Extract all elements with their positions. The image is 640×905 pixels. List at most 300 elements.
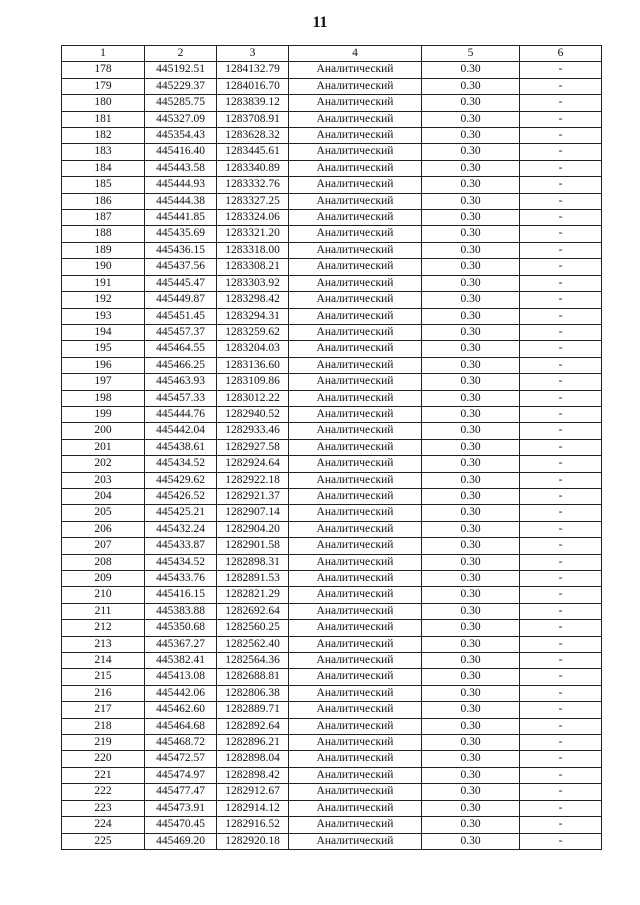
note-cell: - xyxy=(520,800,602,816)
error-cell: 0.30 xyxy=(422,554,520,570)
point-number-cell: 201 xyxy=(62,439,145,455)
table-row xyxy=(62,210,602,226)
y-coordinate-cell: 1282921.37 xyxy=(217,488,289,504)
method-cell: Аналитический xyxy=(289,144,422,160)
point-number-cell: 202 xyxy=(62,456,145,472)
column-header: 1 xyxy=(62,46,145,62)
y-coordinate-cell: 1284016.70 xyxy=(217,78,289,94)
error-cell: 0.30 xyxy=(422,800,520,816)
error-cell: 0.30 xyxy=(422,210,520,226)
x-coordinate-cell: 445474.97 xyxy=(145,767,217,783)
note-cell: - xyxy=(520,357,602,373)
error-cell: 0.30 xyxy=(422,603,520,619)
point-number-cell: 223 xyxy=(62,800,145,816)
y-coordinate-cell: 1282924.64 xyxy=(217,456,289,472)
y-coordinate-cell: 1283839.12 xyxy=(217,95,289,111)
table-row xyxy=(62,554,602,570)
note-cell: - xyxy=(520,751,602,767)
note-cell: - xyxy=(520,111,602,127)
method-cell: Аналитический xyxy=(289,685,422,701)
table-row xyxy=(62,144,602,160)
method-cell: Аналитический xyxy=(289,193,422,209)
table-row xyxy=(62,620,602,636)
point-number-cell: 200 xyxy=(62,423,145,439)
error-cell: 0.30 xyxy=(422,735,520,751)
error-cell: 0.30 xyxy=(422,538,520,554)
x-coordinate-cell: 445416.40 xyxy=(145,144,217,160)
table-row xyxy=(62,357,602,373)
column-header: 5 xyxy=(422,46,520,62)
error-cell: 0.30 xyxy=(422,95,520,111)
x-coordinate-cell: 445444.76 xyxy=(145,406,217,422)
method-cell: Аналитический xyxy=(289,538,422,554)
error-cell: 0.30 xyxy=(422,702,520,718)
note-cell: - xyxy=(520,521,602,537)
error-cell: 0.30 xyxy=(422,111,520,127)
note-cell: - xyxy=(520,144,602,160)
x-coordinate-cell: 445350.68 xyxy=(145,620,217,636)
x-coordinate-cell: 445432.24 xyxy=(145,521,217,537)
note-cell: - xyxy=(520,308,602,324)
y-coordinate-cell: 1282916.52 xyxy=(217,817,289,833)
method-cell: Аналитический xyxy=(289,128,422,144)
note-cell: - xyxy=(520,620,602,636)
note-cell: - xyxy=(520,685,602,701)
method-cell: Аналитический xyxy=(289,406,422,422)
y-coordinate-cell: 1282940.52 xyxy=(217,406,289,422)
x-coordinate-cell: 445434.52 xyxy=(145,456,217,472)
method-cell: Аналитический xyxy=(289,160,422,176)
y-coordinate-cell: 1283324.06 xyxy=(217,210,289,226)
point-number-cell: 206 xyxy=(62,521,145,537)
error-cell: 0.30 xyxy=(422,685,520,701)
table-row xyxy=(62,226,602,242)
table-row xyxy=(62,587,602,603)
y-coordinate-cell: 1282912.67 xyxy=(217,784,289,800)
method-cell: Аналитический xyxy=(289,95,422,111)
y-coordinate-cell: 1283298.42 xyxy=(217,292,289,308)
x-coordinate-cell: 445433.87 xyxy=(145,538,217,554)
table-row xyxy=(62,406,602,422)
table-row xyxy=(62,78,602,94)
x-coordinate-cell: 445425.21 xyxy=(145,505,217,521)
x-coordinate-cell: 445416.15 xyxy=(145,587,217,603)
x-coordinate-cell: 445444.38 xyxy=(145,193,217,209)
y-coordinate-cell: 1282891.53 xyxy=(217,571,289,587)
point-number-cell: 220 xyxy=(62,751,145,767)
x-coordinate-cell: 445434.52 xyxy=(145,554,217,570)
x-coordinate-cell: 445436.15 xyxy=(145,242,217,258)
table-row xyxy=(62,817,602,833)
x-coordinate-cell: 445383.88 xyxy=(145,603,217,619)
x-coordinate-cell: 445229.37 xyxy=(145,78,217,94)
y-coordinate-cell: 1282896.21 xyxy=(217,735,289,751)
method-cell: Аналитический xyxy=(289,554,422,570)
table-row xyxy=(62,95,602,111)
x-coordinate-cell: 445451.45 xyxy=(145,308,217,324)
x-coordinate-cell: 445445.47 xyxy=(145,275,217,291)
y-coordinate-cell: 1282920.18 xyxy=(217,833,289,849)
error-cell: 0.30 xyxy=(422,259,520,275)
table-row xyxy=(62,521,602,537)
x-coordinate-cell: 445413.08 xyxy=(145,669,217,685)
method-cell: Аналитический xyxy=(289,308,422,324)
point-number-cell: 214 xyxy=(62,653,145,669)
point-number-cell: 204 xyxy=(62,488,145,504)
point-number-cell: 195 xyxy=(62,341,145,357)
y-coordinate-cell: 1282898.31 xyxy=(217,554,289,570)
point-number-cell: 196 xyxy=(62,357,145,373)
error-cell: 0.30 xyxy=(422,669,520,685)
table-row xyxy=(62,423,602,439)
method-cell: Аналитический xyxy=(289,669,422,685)
y-coordinate-cell: 1283332.76 xyxy=(217,177,289,193)
note-cell: - xyxy=(520,587,602,603)
note-cell: - xyxy=(520,603,602,619)
x-coordinate-cell: 445442.04 xyxy=(145,423,217,439)
method-cell: Аналитический xyxy=(289,751,422,767)
point-number-cell: 179 xyxy=(62,78,145,94)
note-cell: - xyxy=(520,242,602,258)
error-cell: 0.30 xyxy=(422,439,520,455)
x-coordinate-cell: 445470.45 xyxy=(145,817,217,833)
note-cell: - xyxy=(520,324,602,340)
point-number-cell: 192 xyxy=(62,292,145,308)
method-cell: Аналитический xyxy=(289,259,422,275)
method-cell: Аналитический xyxy=(289,177,422,193)
error-cell: 0.30 xyxy=(422,521,520,537)
note-cell: - xyxy=(520,636,602,652)
table-row xyxy=(62,324,602,340)
coordinates-table xyxy=(61,45,602,850)
point-number-cell: 221 xyxy=(62,767,145,783)
table-row xyxy=(62,193,602,209)
method-cell: Аналитический xyxy=(289,78,422,94)
note-cell: - xyxy=(520,833,602,849)
note-cell: - xyxy=(520,177,602,193)
method-cell: Аналитический xyxy=(289,784,422,800)
method-cell: Аналитический xyxy=(289,636,422,652)
table-row xyxy=(62,505,602,521)
x-coordinate-cell: 445382.41 xyxy=(145,653,217,669)
error-cell: 0.30 xyxy=(422,751,520,767)
method-cell: Аналитический xyxy=(289,292,422,308)
point-number-cell: 191 xyxy=(62,275,145,291)
table-row xyxy=(62,653,602,669)
error-cell: 0.30 xyxy=(422,423,520,439)
method-cell: Аналитический xyxy=(289,62,422,78)
x-coordinate-cell: 445472.57 xyxy=(145,751,217,767)
table-row xyxy=(62,603,602,619)
note-cell: - xyxy=(520,472,602,488)
error-cell: 0.30 xyxy=(422,620,520,636)
point-number-cell: 178 xyxy=(62,62,145,78)
note-cell: - xyxy=(520,702,602,718)
method-cell: Аналитический xyxy=(289,456,422,472)
point-number-cell: 225 xyxy=(62,833,145,849)
table-row xyxy=(62,111,602,127)
note-cell: - xyxy=(520,275,602,291)
point-number-cell: 205 xyxy=(62,505,145,521)
y-coordinate-cell: 1283308.21 xyxy=(217,259,289,275)
y-coordinate-cell: 1283294.31 xyxy=(217,308,289,324)
error-cell: 0.30 xyxy=(422,571,520,587)
note-cell: - xyxy=(520,735,602,751)
y-coordinate-cell: 1284132.79 xyxy=(217,62,289,78)
method-cell: Аналитический xyxy=(289,521,422,537)
table-row xyxy=(62,292,602,308)
y-coordinate-cell: 1283012.22 xyxy=(217,390,289,406)
y-coordinate-cell: 1283136.60 xyxy=(217,357,289,373)
table-row xyxy=(62,702,602,718)
table-row xyxy=(62,571,602,587)
table-row xyxy=(62,259,602,275)
point-number-cell: 187 xyxy=(62,210,145,226)
error-cell: 0.30 xyxy=(422,242,520,258)
note-cell: - xyxy=(520,571,602,587)
error-cell: 0.30 xyxy=(422,718,520,734)
x-coordinate-cell: 445426.52 xyxy=(145,488,217,504)
table-row xyxy=(62,718,602,734)
method-cell: Аналитический xyxy=(289,341,422,357)
table-row xyxy=(62,128,602,144)
error-cell: 0.30 xyxy=(422,292,520,308)
table-row xyxy=(62,669,602,685)
method-cell: Аналитический xyxy=(289,620,422,636)
table-row xyxy=(62,62,602,78)
error-cell: 0.30 xyxy=(422,406,520,422)
note-cell: - xyxy=(520,62,602,78)
table-header-row xyxy=(62,46,602,62)
point-number-cell: 197 xyxy=(62,374,145,390)
error-cell: 0.30 xyxy=(422,62,520,78)
table-row xyxy=(62,308,602,324)
point-number-cell: 217 xyxy=(62,702,145,718)
note-cell: - xyxy=(520,160,602,176)
x-coordinate-cell: 445438.61 xyxy=(145,439,217,455)
x-coordinate-cell: 445441.85 xyxy=(145,210,217,226)
method-cell: Аналитический xyxy=(289,488,422,504)
note-cell: - xyxy=(520,505,602,521)
x-coordinate-cell: 445457.33 xyxy=(145,390,217,406)
x-coordinate-cell: 445477.47 xyxy=(145,784,217,800)
note-cell: - xyxy=(520,456,602,472)
method-cell: Аналитический xyxy=(289,111,422,127)
note-cell: - xyxy=(520,292,602,308)
y-coordinate-cell: 1282898.04 xyxy=(217,751,289,767)
error-cell: 0.30 xyxy=(422,78,520,94)
y-coordinate-cell: 1282927.58 xyxy=(217,439,289,455)
note-cell: - xyxy=(520,767,602,783)
table-row xyxy=(62,735,602,751)
y-coordinate-cell: 1282688.81 xyxy=(217,669,289,685)
error-cell: 0.30 xyxy=(422,160,520,176)
error-cell: 0.30 xyxy=(422,817,520,833)
y-coordinate-cell: 1283259.62 xyxy=(217,324,289,340)
page-number: 11 xyxy=(312,14,328,31)
note-cell: - xyxy=(520,226,602,242)
note-cell: - xyxy=(520,669,602,685)
error-cell: 0.30 xyxy=(422,308,520,324)
table-body xyxy=(62,62,602,850)
x-coordinate-cell: 445327.09 xyxy=(145,111,217,127)
point-number-cell: 212 xyxy=(62,620,145,636)
point-number-cell: 207 xyxy=(62,538,145,554)
table-row xyxy=(62,177,602,193)
error-cell: 0.30 xyxy=(422,472,520,488)
point-number-cell: 224 xyxy=(62,817,145,833)
column-header: 3 xyxy=(217,46,289,62)
x-coordinate-cell: 445192.51 xyxy=(145,62,217,78)
note-cell: - xyxy=(520,554,602,570)
x-coordinate-cell: 445285.75 xyxy=(145,95,217,111)
y-coordinate-cell: 1283303.92 xyxy=(217,275,289,291)
note-cell: - xyxy=(520,488,602,504)
x-coordinate-cell: 445457.37 xyxy=(145,324,217,340)
point-number-cell: 208 xyxy=(62,554,145,570)
point-number-cell: 218 xyxy=(62,718,145,734)
y-coordinate-cell: 1283318.00 xyxy=(217,242,289,258)
table-row xyxy=(62,800,602,816)
point-number-cell: 181 xyxy=(62,111,145,127)
y-coordinate-cell: 1282907.14 xyxy=(217,505,289,521)
method-cell: Аналитический xyxy=(289,653,422,669)
y-coordinate-cell: 1282901.58 xyxy=(217,538,289,554)
x-coordinate-cell: 445437.56 xyxy=(145,259,217,275)
table-row xyxy=(62,242,602,258)
error-cell: 0.30 xyxy=(422,374,520,390)
y-coordinate-cell: 1282933.46 xyxy=(217,423,289,439)
error-cell: 0.30 xyxy=(422,341,520,357)
note-cell: - xyxy=(520,374,602,390)
point-number-cell: 189 xyxy=(62,242,145,258)
x-coordinate-cell: 445433.76 xyxy=(145,571,217,587)
table-row xyxy=(62,685,602,701)
y-coordinate-cell: 1282914.12 xyxy=(217,800,289,816)
method-cell: Аналитический xyxy=(289,242,422,258)
error-cell: 0.30 xyxy=(422,505,520,521)
error-cell: 0.30 xyxy=(422,636,520,652)
x-coordinate-cell: 445463.93 xyxy=(145,374,217,390)
point-number-cell: 222 xyxy=(62,784,145,800)
method-cell: Аналитический xyxy=(289,800,422,816)
error-cell: 0.30 xyxy=(422,226,520,242)
table-row xyxy=(62,767,602,783)
x-coordinate-cell: 445443.58 xyxy=(145,160,217,176)
note-cell: - xyxy=(520,259,602,275)
error-cell: 0.30 xyxy=(422,390,520,406)
point-number-cell: 188 xyxy=(62,226,145,242)
table-row xyxy=(62,488,602,504)
x-coordinate-cell: 445367.27 xyxy=(145,636,217,652)
y-coordinate-cell: 1282560.25 xyxy=(217,620,289,636)
x-coordinate-cell: 445354.43 xyxy=(145,128,217,144)
note-cell: - xyxy=(520,341,602,357)
y-coordinate-cell: 1282898.42 xyxy=(217,767,289,783)
method-cell: Аналитический xyxy=(289,275,422,291)
method-cell: Аналитический xyxy=(289,735,422,751)
method-cell: Аналитический xyxy=(289,423,422,439)
x-coordinate-cell: 445469.20 xyxy=(145,833,217,849)
error-cell: 0.30 xyxy=(422,193,520,209)
error-cell: 0.30 xyxy=(422,833,520,849)
x-coordinate-cell: 445473.91 xyxy=(145,800,217,816)
point-number-cell: 199 xyxy=(62,406,145,422)
y-coordinate-cell: 1282564.36 xyxy=(217,653,289,669)
error-cell: 0.30 xyxy=(422,784,520,800)
method-cell: Аналитический xyxy=(289,505,422,521)
error-cell: 0.30 xyxy=(422,275,520,291)
method-cell: Аналитический xyxy=(289,702,422,718)
error-cell: 0.30 xyxy=(422,177,520,193)
point-number-cell: 216 xyxy=(62,685,145,701)
x-coordinate-cell: 445442.06 xyxy=(145,685,217,701)
y-coordinate-cell: 1283327.25 xyxy=(217,193,289,209)
column-header: 6 xyxy=(520,46,602,62)
point-number-cell: 193 xyxy=(62,308,145,324)
table-row xyxy=(62,439,602,455)
method-cell: Аналитический xyxy=(289,374,422,390)
point-number-cell: 183 xyxy=(62,144,145,160)
x-coordinate-cell: 445444.93 xyxy=(145,177,217,193)
point-number-cell: 184 xyxy=(62,160,145,176)
x-coordinate-cell: 445449.87 xyxy=(145,292,217,308)
note-cell: - xyxy=(520,718,602,734)
error-cell: 0.30 xyxy=(422,144,520,160)
method-cell: Аналитический xyxy=(289,587,422,603)
y-coordinate-cell: 1283109.86 xyxy=(217,374,289,390)
point-number-cell: 210 xyxy=(62,587,145,603)
method-cell: Аналитический xyxy=(289,603,422,619)
table-row xyxy=(62,341,602,357)
column-header: 4 xyxy=(289,46,422,62)
method-cell: Аналитический xyxy=(289,472,422,488)
error-cell: 0.30 xyxy=(422,767,520,783)
note-cell: - xyxy=(520,817,602,833)
error-cell: 0.30 xyxy=(422,587,520,603)
y-coordinate-cell: 1282889.71 xyxy=(217,702,289,718)
y-coordinate-cell: 1283445.61 xyxy=(217,144,289,160)
table-row xyxy=(62,833,602,849)
method-cell: Аналитический xyxy=(289,718,422,734)
note-cell: - xyxy=(520,78,602,94)
table-row xyxy=(62,751,602,767)
point-number-cell: 211 xyxy=(62,603,145,619)
note-cell: - xyxy=(520,406,602,422)
table-row xyxy=(62,636,602,652)
note-cell: - xyxy=(520,784,602,800)
table-row xyxy=(62,456,602,472)
method-cell: Аналитический xyxy=(289,571,422,587)
method-cell: Аналитический xyxy=(289,390,422,406)
note-cell: - xyxy=(520,538,602,554)
table-row xyxy=(62,472,602,488)
error-cell: 0.30 xyxy=(422,488,520,504)
y-coordinate-cell: 1282821.29 xyxy=(217,587,289,603)
note-cell: - xyxy=(520,653,602,669)
note-cell: - xyxy=(520,210,602,226)
y-coordinate-cell: 1282922.18 xyxy=(217,472,289,488)
method-cell: Аналитический xyxy=(289,226,422,242)
method-cell: Аналитический xyxy=(289,439,422,455)
point-number-cell: 198 xyxy=(62,390,145,406)
x-coordinate-cell: 445462.60 xyxy=(145,702,217,718)
method-cell: Аналитический xyxy=(289,833,422,849)
point-number-cell: 180 xyxy=(62,95,145,111)
y-coordinate-cell: 1282892.64 xyxy=(217,718,289,734)
error-cell: 0.30 xyxy=(422,456,520,472)
table-row xyxy=(62,160,602,176)
